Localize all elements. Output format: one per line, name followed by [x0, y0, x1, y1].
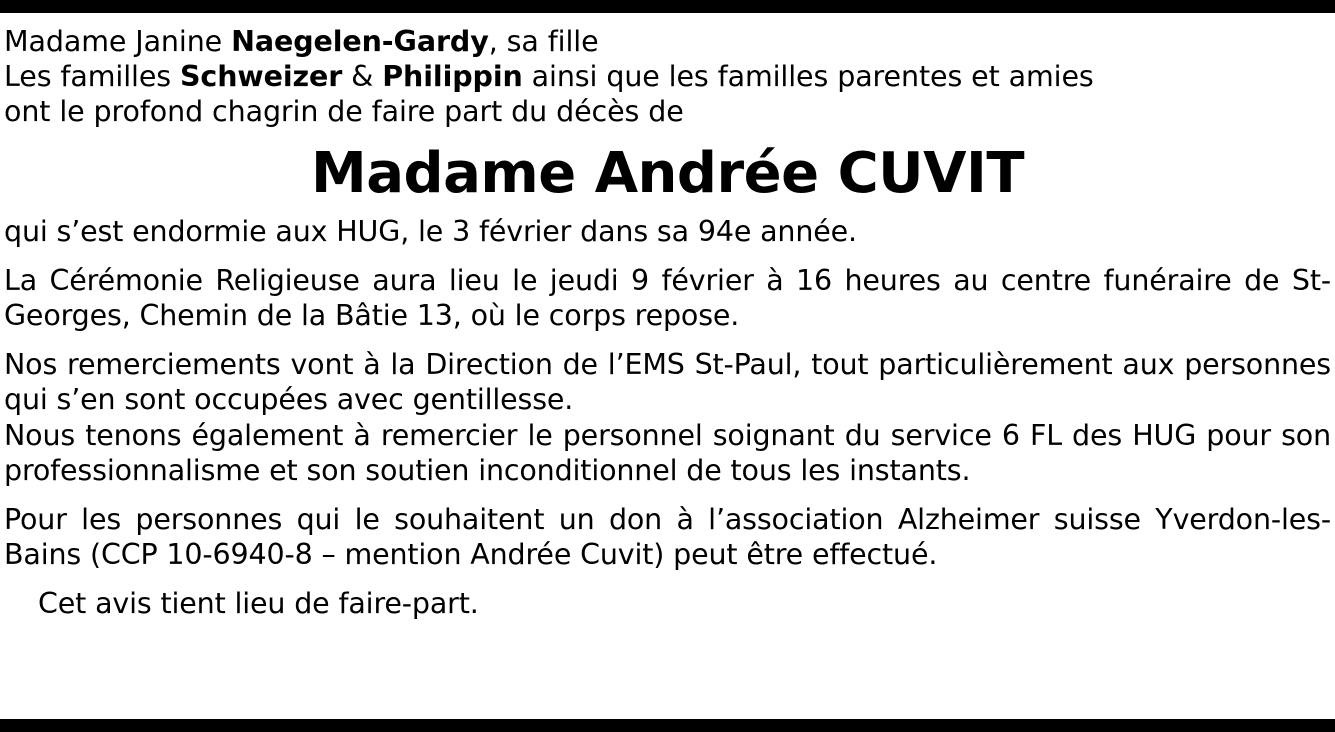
- spacer-2: [4, 334, 1331, 347]
- intro-line-1-suffix: , sa fille: [488, 25, 599, 58]
- bottom-rule: [0, 719, 1335, 732]
- spacer-3: [4, 489, 1331, 502]
- deceased-name: Madame Andrée CUVIT: [310, 141, 1025, 206]
- intro-line-2-prefix: Les familles: [4, 60, 180, 93]
- death-details: qui s’est endormie aux HUG, le 3 février dans sa 94e année.: [4, 215, 857, 248]
- thanks-paragraph-2: Nous tenons également à remercier le personnel soignant du service 6 FL des HUG pour son professionnalisme et son soutien inconditionnel de tous les instants.: [4, 418, 1331, 487]
- top-rule: [0, 0, 1335, 13]
- intro-line-2-conjunction: &: [342, 60, 383, 93]
- spacer-4: [4, 573, 1331, 586]
- family-name-naegelen-gardy: Naegelen-Gardy: [231, 25, 489, 58]
- spacer-1: [4, 250, 1331, 263]
- ceremony-details: La Cérémonie Religieuse aura lieu le jeudi 9 février à 16 heures au centre funéraire de St-Georges, Chemin de la Bâtie 13, où le corps repose.: [4, 263, 1331, 332]
- intro-line-3: ont le profond chagrin de faire part du décès de: [4, 95, 684, 128]
- family-name-schweizer: Schweizer: [179, 60, 343, 93]
- closing-line: Cet avis tient lieu de faire-part.: [38, 586, 479, 620]
- bottom-spacer: [0, 709, 1335, 719]
- intro-line-2: [4, 59, 1331, 94]
- notice-body: [0, 24, 1335, 709]
- top-spacer: [0, 13, 1335, 24]
- family-name-philippin: Philippin: [382, 60, 523, 93]
- intro-line-1-prefix: Madame Janine: [4, 25, 232, 58]
- intro-line-1: [4, 24, 1331, 59]
- donation-paragraph: Pour les personnes qui le souhaitent un don à l’association Alzheimer suisse Yverdon-les-Bains (CCP 10-6940-8 – mention Andrée Cuvit) peut être effectué.: [4, 502, 1331, 571]
- intro-line-2-suffix: ainsi que les familles parentes et amies: [522, 60, 1094, 93]
- thanks-paragraph-1: Nos remerciements vont à la Direction de l’EMS St-Paul, tout particulièrement aux personnes qui s’en sont occupées avec gentillesse.: [4, 347, 1331, 416]
